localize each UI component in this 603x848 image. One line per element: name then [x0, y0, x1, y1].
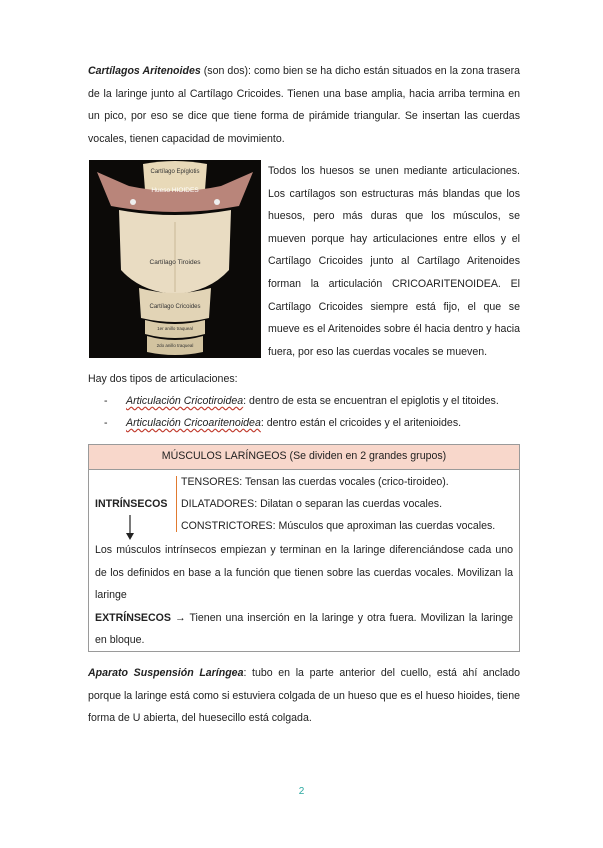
subtype-dilatadores: DILATADORES: Dilatan o separan las cuerdas vocales.	[181, 498, 443, 510]
suspension-paragraph	[88, 662, 520, 730]
list-item: - Articulación Cricotiroidea: dentro de esta se encuentran el epiglotis y el titoides.	[104, 395, 499, 407]
subtype-constrictores: CONSTRICTORES: Músculos que aproximan las cuerdas vocales.	[181, 520, 496, 532]
subtype-tensores: TENSORES: Tensan las cuerdas vocales (crico-tiroideo).	[181, 476, 449, 488]
aritenoides-lead: Cartílagos Aritenoides	[88, 65, 201, 77]
label-anillo-1: 1er anillo traqueal	[157, 326, 193, 331]
articulation-desc: : dentro de esta se encuentran el epiglotis y el titoides.	[243, 395, 499, 407]
arrow-down-icon	[124, 515, 136, 541]
suspension-lead: Aparato Suspensión Laríngea	[88, 667, 244, 679]
label-anillo-2: 2do anillo traqueal	[156, 343, 194, 348]
label-tiroides: Cartílago Tiroides	[149, 259, 201, 266]
articulation-term: Articulación Cricotiroidea	[126, 395, 244, 407]
intrinsecos-description: Los músculos intrínsecos empiezan y terminan en la laringe diferenciándose cada uno de los definidos en base a la función que tienen sobre las cuerdas vocales. Movilizan la laringe	[95, 544, 513, 601]
extrinsecos-description: → Tienen una inserción en la laringe y otra fuera. Movilizan la laringe en bloque.	[95, 611, 513, 646]
page-number: 2	[298, 786, 305, 797]
aritenoides-paragraph	[88, 60, 520, 150]
extrinsecos-label: EXTRÍNSECOS	[95, 611, 171, 624]
laryngeal-muscles-box	[88, 444, 520, 652]
muscles-description	[95, 539, 513, 652]
suspension-text: : tubo en la parte anterior del cuello, está ahí anclado porque la laringe está como si estuviera colgada de un hueso que es el hueso hioides, tiene forma de U abierta, del huesecillo está colgada.	[88, 667, 521, 724]
articulation-desc: : dentro están el cricoides y el aritenioides.	[260, 417, 462, 429]
extrinsecos-line	[95, 607, 513, 652]
muscles-header: MÚSCULOS LARÍNGEOS (Se dividen en 2 grandes grupos)	[89, 445, 519, 470]
articulations-paragraph: Todos los huesos se unen mediante articulaciones. Los cartílagos son estructuras más blandas que los huesos, pero más duras que los músculos, se mueven porque hay articulaciones entre ellos y el Cartílago Cricoides junto al Cartílago Aritenoides forman la articulación CRICOARITENOIDEA. El Cartílago Cricoides siempre está fijo, el que se mueve es el Aritenoides sobre él hacia dentro y hacia fuera, por eso las cuerdas vocales se mueven.	[268, 165, 520, 358]
label-epiglotis: Cartílago Epíglotis	[150, 169, 200, 175]
intrinsecos-label: INTRÍNSECOS	[95, 498, 168, 510]
list-item: - Articulación Cricoaritenoidea: dentro están el cricoides y el aritenioides.	[104, 417, 462, 429]
label-hioides: Hueso HIOIDES	[151, 187, 199, 194]
larynx-illustration	[89, 160, 261, 358]
aritenoides-text: (son dos): como bien se ha dicho están situados en la zona trasera de la laringe junto al Cartílago Cricoides. Tienen una base amplia, hacia arriba termina en un pico, por eso se dice que tiene forma de pirámide triangular. Se insertan las cuerdas vocales, tienen capacidad de movimiento.	[88, 65, 520, 145]
articulation-term: Articulación Cricoaritenoidea	[126, 417, 261, 429]
label-cricoides: Cartílago Cricoides	[149, 304, 201, 310]
articulation-types-intro: Hay dos tipos de articulaciones:	[88, 373, 238, 385]
